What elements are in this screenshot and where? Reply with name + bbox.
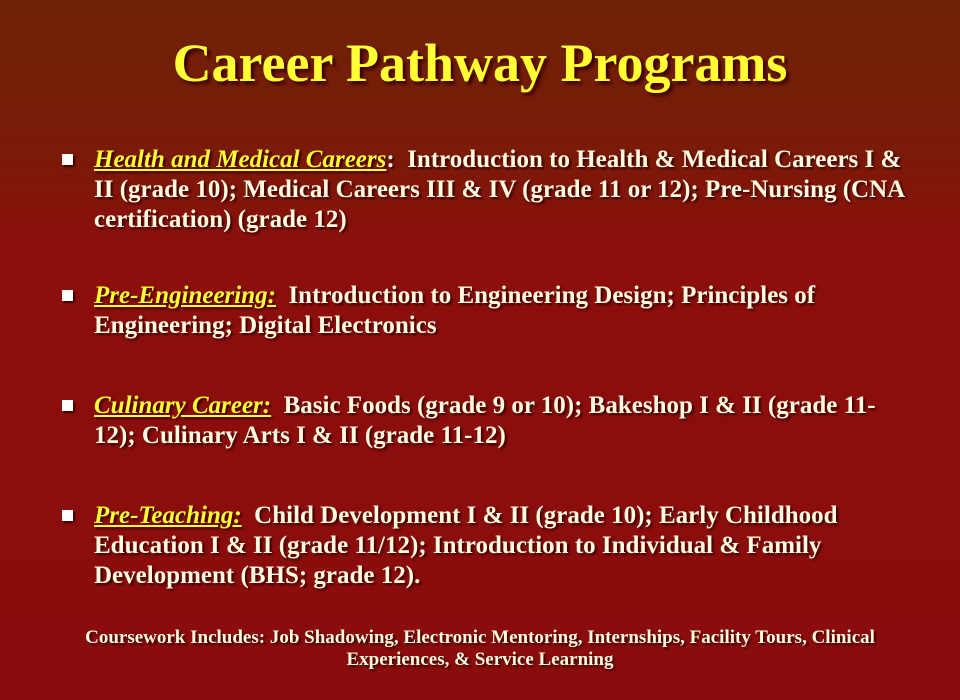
pathway-description: Child Development I & II (grade 10); Early Childhood Education I & II (grade 11/12); Introduction to Individual & Family Development (BHS; grade 12). [94,502,838,589]
pathway-description: Introduction to Health & Medical Careers I & II (grade 10); Medical Careers III & IV (grade 11 or 12); Pre-Nursing (CNA certification) (grade 12) [94,146,904,233]
pathway-item-engineering [58,281,908,391]
square-bullet-icon [62,510,73,521]
square-bullet-icon [62,400,73,411]
pathway-label: Pre-Engineering: [94,282,276,309]
coursework-footer: Coursework Includes: Job Shadowing, Electronic Mentoring, Internships, Facility Tours, Clinical Experiences, & Service Learning [85,627,875,670]
pathway-separator [276,282,289,309]
pathway-separator [271,392,284,419]
pathway-description: Basic Foods (grade 9 or 10); Bakeshop I & II (grade 11-12); Culinary Arts I & II (grade 11-12) [94,392,876,449]
pathway-item-teaching [58,501,908,621]
pathway-label: Culinary Career: [94,392,272,419]
pathway-item-culinary [58,391,908,501]
pathway-separator [242,502,255,529]
square-bullet-icon [62,154,73,165]
pathway-item-health [58,145,908,281]
pathway-label: Health and Medical Careers [94,146,387,173]
pathway-list [58,145,908,621]
pathway-label: Pre-Teaching: [94,502,242,529]
slide-title: Career Pathway Programs [172,33,788,93]
pathway-description: Introduction to Engineering Design; Principles of Engineering; Digital Electronics [94,282,816,339]
pathway-separator: : [386,146,408,173]
square-bullet-icon [62,290,73,301]
